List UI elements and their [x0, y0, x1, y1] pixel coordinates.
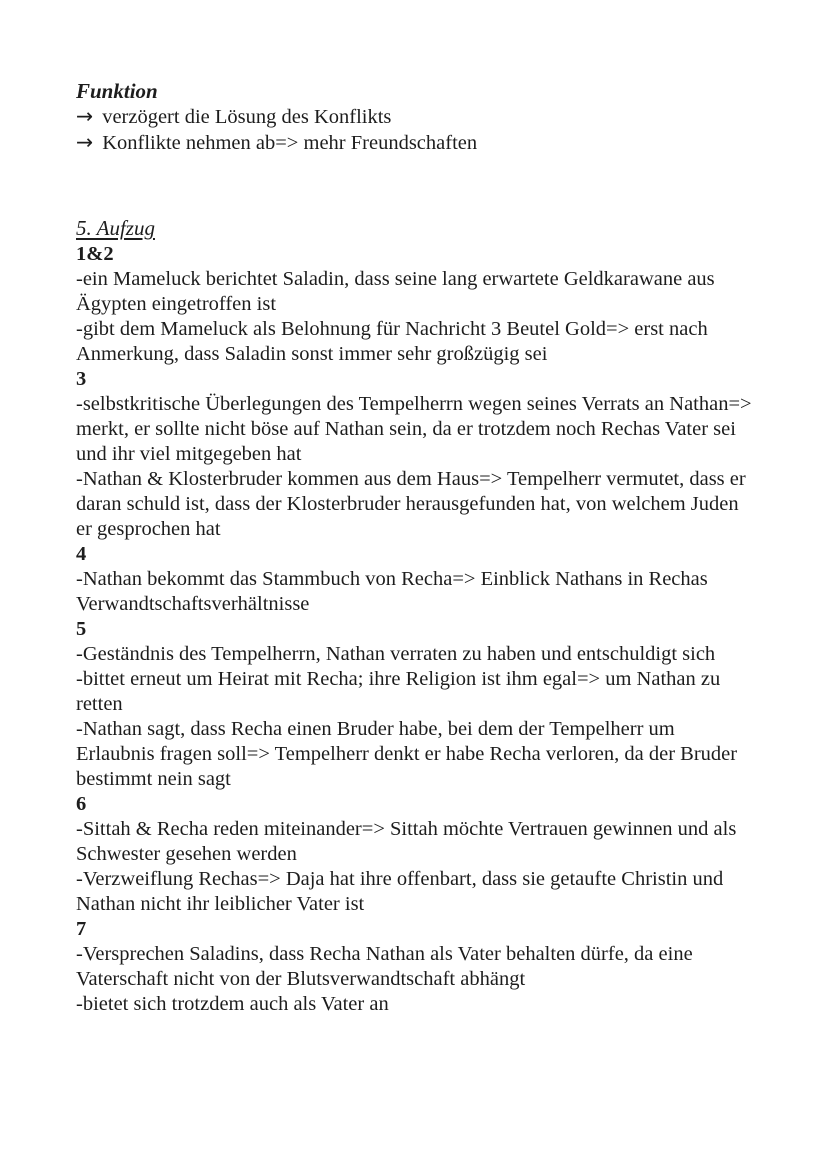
scene-number: 1&2 [76, 243, 114, 265]
scene-note: -gibt dem Mameluck als Belohnung für Nachricht 3 Beutel Gold=> erst nach Anmerkung, dass Saladin sonst immer sehr großzügig sei [76, 318, 708, 365]
scene-block [76, 792, 758, 917]
arrow-bullet-icon: → [76, 130, 94, 154]
scene-block [76, 617, 758, 792]
function-bullet-list [76, 104, 758, 156]
act-section [76, 216, 758, 1017]
function-heading: Funktion [76, 79, 158, 103]
function-bullet [76, 130, 758, 156]
scene-note: -bietet sich trotzdem auch als Vater an [76, 993, 389, 1015]
arrow-bullet-icon: → [76, 104, 94, 128]
scene-note: -selbstkritische Überlegungen des Tempelherrn wegen seines Verrats an Nathan=> merkt, er sollte nicht böse auf Nathan sein, da er trotzdem noch Rechas Vater sei und ihr viel mitgegeben hat [76, 393, 752, 465]
function-section [76, 79, 758, 156]
scene-list [76, 242, 758, 1017]
scene-note: -Versprechen Saladins, dass Recha Nathan als Vater behalten dürfe, da eine Vaterschaft nicht von der Blutsverwandtschaft abhängt [76, 943, 693, 990]
scene-note: -Nathan & Klosterbruder kommen aus dem Haus=> Tempelherr vermutet, dass er daran schuld ist, dass der Klosterbruder herausgefunden hat, von welchem Juden er gesprochen hat [76, 468, 746, 540]
scene-note: -Sittah & Recha reden miteinander=> Sittah möchte Vertrauen gewinnen und als Schwester gesehen werden [76, 818, 737, 865]
function-bullet-text: Konflikte nehmen ab=> mehr Freundschaften [102, 132, 478, 154]
scene-block [76, 917, 758, 1017]
scene-number: 5 [76, 618, 87, 640]
scene-note: -Nathan bekommt das Stammbuch von Recha=> Einblick Nathans in Rechas Verwandtschaftsverhältnisse [76, 568, 708, 615]
scene-block [76, 367, 758, 542]
scene-note: -Nathan sagt, dass Recha einen Bruder habe, bei dem der Tempelherr um Erlaubnis fragen soll=> Tempelherr denkt er habe Recha verloren, da der Bruder bestimmt nein sagt [76, 718, 738, 790]
act-heading: 5. Aufzug [76, 216, 155, 240]
scene-note: -bittet erneut um Heirat mit Recha; ihre Religion ist ihm egal=> um Nathan zu retten [76, 668, 721, 715]
function-bullet [76, 104, 758, 130]
page-content [76, 79, 758, 1017]
scene-number: 4 [76, 543, 87, 565]
scene-number: 3 [76, 368, 87, 390]
scene-note: -Verzweiflung Rechas=> Daja hat ihre offenbart, dass sie getaufte Christin und Nathan nicht ihr leiblicher Vater ist [76, 868, 724, 915]
scene-block [76, 242, 758, 367]
scene-block [76, 542, 758, 617]
scene-note: -ein Mameluck berichtet Saladin, dass seine lang erwartete Geldkarawane aus Ägypten eingetroffen ist [76, 268, 715, 315]
scene-number: 6 [76, 793, 87, 815]
scene-number: 7 [76, 918, 87, 940]
function-bullet-text: verzögert die Lösung des Konflikts [102, 106, 392, 128]
scene-note: -Geständnis des Tempelherrn, Nathan verraten zu haben und entschuldigt sich [76, 643, 716, 665]
